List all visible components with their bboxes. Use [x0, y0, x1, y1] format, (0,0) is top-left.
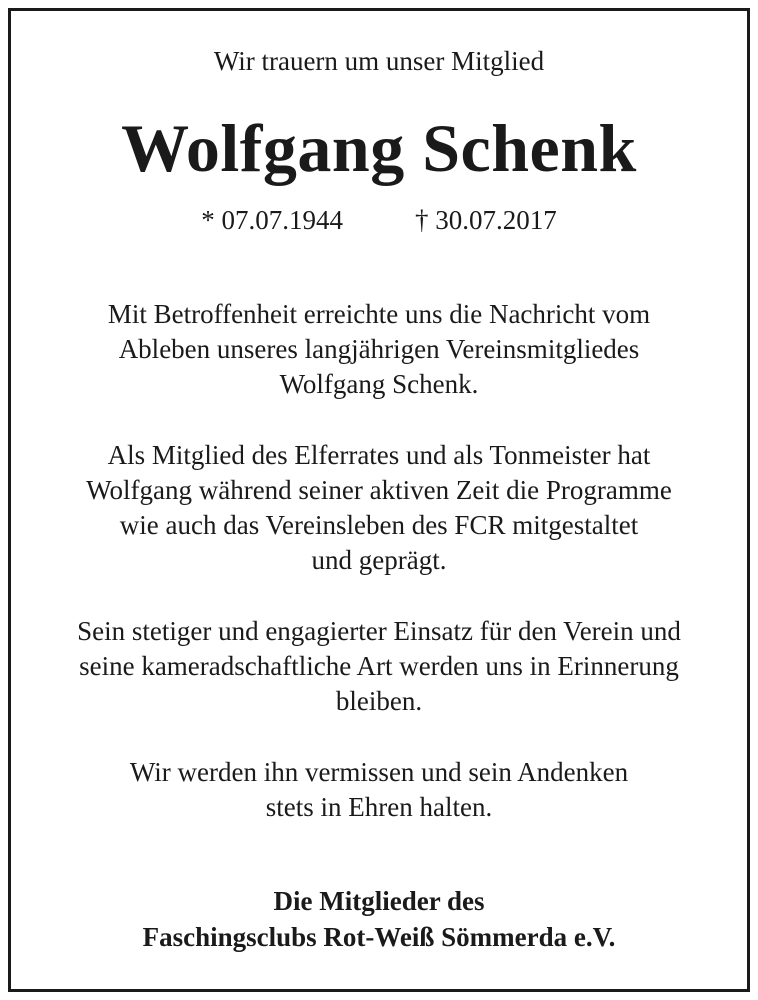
paragraph-announcement: [0, 297, 758, 402]
birth-date: * 07.07.1944: [201, 205, 343, 235]
text-line: wie auch das Vereinsleben des FCR mitgestaltet: [119, 510, 639, 540]
deceased-name: Wolfgang Schenk: [121, 110, 637, 186]
text-line: Wir werden ihn vermissen und sein Andenken: [129, 757, 629, 787]
text-line: Wolfgang während seiner aktiven Zeit die Programme: [86, 475, 672, 505]
text-line: Ableben unseres langjährigen Vereinsmitgliedes: [118, 334, 640, 364]
life-dates: [0, 202, 758, 238]
text-line: Wolfgang Schenk.: [279, 369, 479, 399]
text-line: Als Mitglied des Elferrates und als Tonmeister hat: [107, 440, 651, 470]
paragraph-commitment: [0, 614, 758, 719]
text-line: Sein stetiger und engagierter Einsatz für den Verein und: [77, 616, 681, 646]
text-line: seine kameradschaftliche Art werden uns in Erinnerung: [79, 651, 679, 681]
signature-block: [0, 883, 758, 955]
text-line: und geprägt.: [311, 545, 447, 575]
paragraph-role: [0, 438, 758, 578]
signature-line: Die Mitglieder des: [273, 886, 485, 916]
paragraph-remembrance: [0, 755, 758, 825]
text-line: bleiben.: [335, 686, 423, 716]
signature-club: Faschingsclubs Rot-Weiß Sömmerda e.V.: [142, 922, 616, 952]
death-date: † 30.07.2017: [415, 205, 557, 235]
text-line: Mit Betroffenheit erreichte uns die Nachricht vom: [107, 299, 651, 329]
text-line: stets in Ehren halten.: [265, 792, 493, 822]
intro-text: Wir trauern um unser Mitglied: [213, 46, 545, 76]
